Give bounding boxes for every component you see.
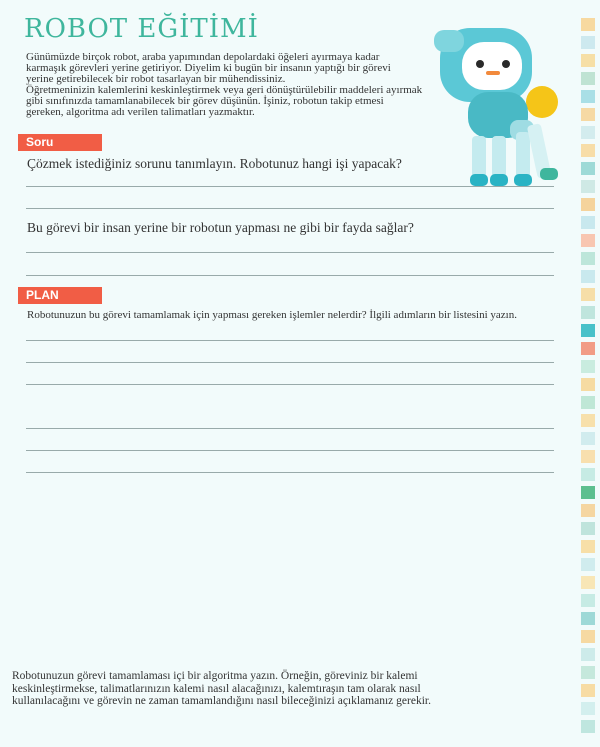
intro-line: Günümüzde birçok robot, araba yapımından depolardaki öğeleri ayırmaya kadar [26, 51, 380, 63]
answer-line [26, 340, 554, 341]
color-stripe [581, 126, 595, 139]
answer-line [26, 275, 554, 276]
color-stripe [581, 594, 595, 607]
color-stripe [581, 630, 595, 643]
answer-line [26, 252, 554, 253]
color-stripe [581, 144, 595, 157]
color-stripe [581, 108, 595, 121]
color-stripe [581, 180, 595, 193]
color-stripe [581, 576, 595, 589]
color-stripe [581, 162, 595, 175]
algorithm-line: keskinleştirmekse, talimatlarınızın kalemi nasıl alacağınızı, kalemtıraşın tam olarak nasıl [12, 682, 421, 695]
answer-line [26, 186, 554, 187]
intro-line: yerine getirebilecek bir robot tasarlayan bir mühendissiniz. [26, 73, 286, 85]
color-stripe [581, 612, 595, 625]
intro-paragraph [26, 52, 466, 118]
intro-line: gereken, algoritma adı verilen talimatları yazmaktır. [26, 106, 255, 118]
color-stripe [581, 270, 595, 283]
robot-illustration [432, 20, 564, 192]
color-stripe [581, 288, 595, 301]
color-stripe [581, 450, 595, 463]
color-stripe [581, 468, 595, 481]
page-title: ROBOT EĞİTİMİ [24, 14, 259, 44]
robot-yellow-ball [526, 86, 558, 118]
color-stripe [581, 378, 595, 391]
answer-line [26, 208, 554, 209]
algorithm-line: kullanılacağını ve görevin ne zaman tamamlandığını nasıl bileceğinizi açıklamanız gerekir. [12, 695, 431, 707]
color-stripe [581, 522, 595, 535]
color-stripe [581, 486, 595, 499]
color-stripe [581, 36, 595, 49]
intro-line: karmaşık görevleri yerine getiriyor. Diyelim ki bugün bir insanın yaptığı bir görevi [26, 62, 391, 74]
color-stripe [581, 558, 595, 571]
color-stripe [581, 342, 595, 355]
algorithm-line: Robotunuzun görevi tamamlaması içi bir algoritma yazın. Örneğin, göreviniz bir kalemi [12, 670, 418, 682]
color-stripe [581, 234, 595, 247]
plan-tag: PLAN [18, 287, 102, 304]
robot-head [434, 28, 532, 102]
question-benefit: Bu görevi bir insan yerine bir robotun yapması ne gibi bir fayda sağlar? [27, 220, 414, 235]
color-stripe [581, 648, 595, 661]
color-stripe [581, 252, 595, 265]
color-stripe [581, 702, 595, 715]
color-stripe [581, 72, 595, 85]
answer-line [26, 428, 554, 429]
color-stripe [581, 198, 595, 211]
intro-line: gibi sınıfınızda tamamlanabilecek bir görev düşünün. İşiniz, robotun takip etmesi [26, 95, 384, 107]
color-stripe [581, 324, 595, 337]
color-stripe [581, 540, 595, 553]
color-stripe [581, 504, 595, 517]
color-stripe [581, 216, 595, 229]
color-stripe [581, 396, 595, 409]
answer-line [26, 472, 554, 473]
color-stripe [581, 306, 595, 319]
answer-line [26, 362, 554, 363]
color-stripe [581, 414, 595, 427]
color-stripe [581, 54, 595, 67]
color-stripe [581, 666, 595, 679]
intro-line: Öğretmeninizin kalemlerini keskinleştirmek veya geri dönüştürülebilir maddeleri ayırmak [26, 84, 423, 96]
color-stripe [581, 432, 595, 445]
color-stripe [581, 720, 595, 733]
question-problem: Çözmek istediğiniz sorunu tanımlayın. Robotunuz hangi işi yapacak? [27, 156, 402, 171]
color-stripe [581, 90, 595, 103]
soru-tag: Soru [18, 134, 102, 151]
color-stripe [581, 18, 595, 31]
question-steps: Robotunuzun bu görevi tamamlamak için yapması gereken işlemler nelerdir? İlgili adımların bir listesini yazın. [27, 309, 517, 321]
color-stripe [581, 684, 595, 697]
answer-line [26, 450, 554, 451]
answer-line [26, 384, 554, 385]
color-stripe [581, 360, 595, 373]
algorithm-instructions [12, 670, 492, 708]
